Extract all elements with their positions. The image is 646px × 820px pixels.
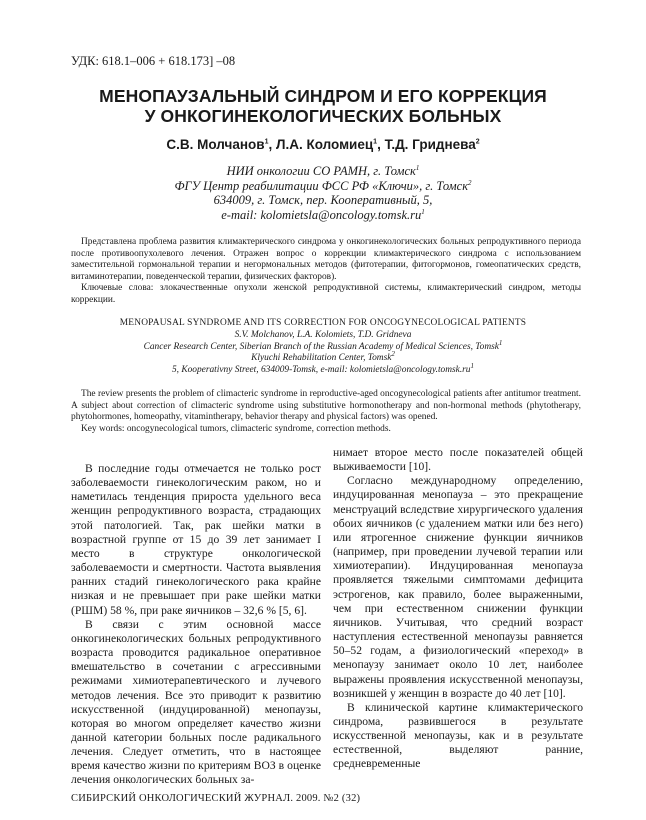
author-1: С.В. Молчанов — [166, 137, 265, 152]
english-affiliation-1-text: Cancer Research Center, Siberian Branch of the Russian Academy of Medical Sciences, Tomsk — [143, 341, 499, 352]
body-paragraph: В последние годы отмечается не только рост заболеваемости гинекологическим раком, но и наметилась тенденция прироста удельного веса женщин репродуктивного возраста, страдающих этой патологией. Так, рак шейки матки в возрастной группе от 15 до 39 лет занимает I место в структуре онкологической заболеваемости и смертности. Частота выявления ранних стадий гинекологического рака крайне низкая и не превышает при раке шейки матки (РШМ) 58 %, при раке яичников – 32,6 % [5, 6]. — [71, 462, 321, 617]
english-header — [60, 318, 586, 377]
english-affiliation-1 — [60, 338, 586, 354]
affiliation-2-sup: 2 — [468, 178, 472, 187]
affiliation-1-text: НИИ онкологии СО РАМН, г. Томск — [226, 164, 416, 178]
affiliation-address — [60, 193, 586, 208]
english-affiliation-2-text: Klyuchi Rehabilitation Center, Tomsk — [251, 353, 392, 364]
journal-footer: СИБИРСКИЙ ОНКОЛОГИЧЕСКИЙ ЖУРНАЛ. 2009. №2 (32) — [71, 793, 361, 804]
author-separator: , — [377, 137, 385, 152]
keywords-en: Key words: oncogynecological tumors, climacteric syndrome, correction methods. — [81, 423, 391, 434]
title-line-1: МЕНОПАУЗАЛЬНЫЙ СИНДРОМ И ЕГО КОРРЕКЦИЯ — [99, 86, 547, 106]
body-paragraph: Согласно международному определению, индуцированная менопауза – это прекращение менструаций вследствие хирургического удаления обоих яичников (с удалением матки или без него) или ятрогенное снижение функции яичников (например, при проведении лучевой терапии или химиотерапии). Индуцированная менопауза проявляется тяжелыми симптомами дефицита эстрогенов, как правило, более выраженными, чем при естественном снижении функции яичников. Учитывая, что средний возраст наступления естественной менопаузы равняется 50–52 годам, а физиологический «переход» в менопаузу занимает около 10 лет, наиболее выражены проявления искусственной менопаузы, возникшей у женщин в возрасте до 40 лет [10]. — [333, 474, 583, 700]
english-title: MENOPAUSAL SYNDROME AND ITS CORRECTION FOR ONCOGYNECOLOGICAL PATIENTS — [119, 318, 527, 328]
udk-code: УДК: 618.1–006 + 618.173] –08 — [71, 54, 236, 68]
english-affiliation-2-sup: 2 — [391, 350, 395, 359]
abstract-ru — [71, 237, 581, 307]
author-3: Т.Д. Гриднева — [384, 137, 476, 152]
article-title — [60, 86, 586, 126]
body-column-right — [333, 446, 583, 772]
english-authors: S.V. Molchanov, L.A. Kolomiets, T.D. Gridneva — [234, 329, 412, 340]
author-2-sup: 1 — [373, 138, 378, 146]
keywords-ru: Ключевые слова: злокачественные опухоли женской репродуктивной системы, климактерический синдром, методы коррекции. — [71, 283, 581, 305]
english-affiliation-3 — [60, 362, 586, 377]
affiliation-2 — [60, 179, 586, 194]
body-column-left — [71, 462, 321, 788]
authors-line — [60, 137, 586, 152]
affiliation-1 — [60, 164, 586, 179]
body-paragraph-continued: нимает второе место после показателей общей выживаемости [10]. — [333, 446, 583, 474]
english-affiliation-3-text: 5, Kooperativny Street, 634009-Tomsk, e-mail: kolomietsla@oncology.tomsk.ru — [171, 365, 471, 376]
affiliation-address-text: 634009, г. Томск, пер. Кооперативный, 5, — [213, 193, 433, 208]
abstract-ru-text: Представлена проблема развития климактерического синдрома у онкогинекологических больных репродуктивного периода после противоопухолевого лечения. Отражен вопрос о коррекции климактерического синдрома с использованием заместительной гормональной терапии и негормональных методов (фитотерапии, фитогормонов, гомеопатических средств, витаминотерапии, поведенческой терапии, физических факторов). — [71, 237, 581, 282]
body-paragraph: В клинической картине климактерического синдрома, развившегося в результате искусственной менопаузы, как и в результате естественной, выделяют ранние, средневременные — [333, 700, 583, 771]
english-affiliation-1-sup: 1 — [498, 338, 503, 347]
body-paragraph: В связи с этим основной массе онкогинекологических больных репродуктивного возраста проводится радикальное оперативное вмешательство в сочетании с агрессивными режимами химиотерапевтического и лучевого методов лечения. Все это приводит к развитию искусственной (индуцированной) менопаузы, которая во многом определяет качество жизни данной категории больных после радикального лечения. Следует отметить, что в настоящее время качество жизни по критериям ВОЗ в оценке лечения онкологических больных за- — [71, 617, 321, 787]
affiliations — [60, 164, 586, 222]
author-1-sup: 1 — [264, 138, 269, 146]
english-affiliation-3-sup: 1 — [470, 362, 474, 371]
abstract-en — [71, 389, 581, 435]
author-3-sup: 2 — [475, 138, 480, 146]
affiliation-email-sup: 1 — [421, 207, 425, 216]
author-2: Л.А. Коломиец — [275, 137, 374, 152]
english-affiliation-2 — [60, 350, 586, 365]
affiliation-2-text: ФГУ Центр реабилитации ФСС РФ «Ключи», г. Томск — [174, 178, 469, 193]
affiliation-email-text: e-mail: kolomietsla@oncology.tomsk.ru — [221, 207, 422, 222]
abstract-en-text: The review presents the problem of climacteric syndrome in reproductive-aged oncogynecological patients after antitumor treatment. A subject about correction of climacteric syndrome using substitutive hormonotherapy and non-hormonal methods (phytotherapy, phytohormones, homeopathy, vitamintherapy, behavior therapy and physical factors) was opened. — [71, 389, 581, 423]
affiliation-email — [60, 208, 586, 223]
title-line-2: У ОНКОГИНЕКОЛОГИЧЕСКИХ БОЛЬНЫХ — [144, 106, 502, 126]
affiliation-1-sup: 1 — [415, 163, 420, 172]
author-separator: , — [268, 137, 276, 152]
